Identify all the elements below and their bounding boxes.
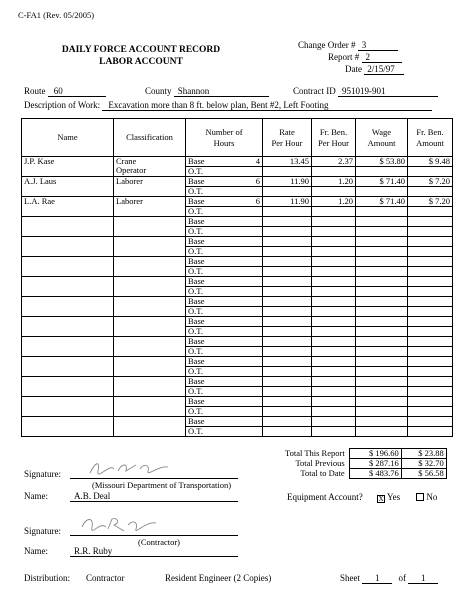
report-date: Date 2/15/97 (345, 64, 404, 75)
base-label: Base (186, 357, 233, 367)
rate-per-hour[interactable] (263, 397, 312, 407)
report-date-field[interactable]: 2/15/97 (364, 64, 404, 75)
wage-amount[interactable] (356, 337, 408, 347)
ot-rate[interactable] (263, 287, 312, 297)
ot-frben-amount[interactable] (408, 167, 453, 177)
ot-frben-amount[interactable] (408, 247, 453, 257)
worker-classification[interactable] (114, 357, 186, 377)
rate-per-hour[interactable] (263, 217, 312, 227)
equipment-yes-checkbox[interactable]: X (378, 495, 384, 503)
distribution-resident-engineer: Resident Engineer (2 Copies) (165, 573, 272, 583)
classification-line2: Operator (116, 165, 147, 175)
ot-label: O.T. (186, 427, 233, 437)
worker-classification[interactable] (114, 157, 186, 177)
rate-per-hour[interactable]: 11.90 (263, 177, 312, 187)
worker-name[interactable]: J.P. Kase (22, 157, 114, 177)
frben-amount[interactable] (408, 297, 453, 307)
ot-frben[interactable] (312, 407, 356, 417)
worker-classification[interactable] (114, 217, 186, 237)
rate-per-hour[interactable] (263, 337, 312, 347)
wage-amount[interactable] (356, 357, 408, 367)
table-row (22, 177, 453, 187)
wage-amount[interactable]: $ 71.40 (356, 197, 408, 207)
ot-frben-amount[interactable] (408, 307, 453, 317)
ot-frben-amount[interactable] (408, 267, 453, 277)
frben-amount[interactable] (408, 257, 453, 267)
ot-wage[interactable] (356, 307, 408, 317)
ot-label: O.T. (186, 287, 233, 297)
base-label: Base (186, 217, 233, 227)
col-name: Name (22, 119, 114, 157)
table-row (22, 337, 453, 347)
col-hours: Number of Hours (186, 119, 263, 157)
ot-hours[interactable] (233, 207, 263, 217)
worker-name[interactable] (22, 237, 114, 257)
ot-label: O.T. (186, 327, 233, 337)
frben-per-hour[interactable]: 2.37 (312, 157, 356, 167)
ot-wage[interactable] (356, 387, 408, 397)
ot-frben-amount[interactable] (408, 407, 453, 417)
worker-name[interactable]: A.J. Laus (22, 177, 114, 197)
classification-line1: Laborer (116, 196, 143, 206)
table-row (22, 417, 453, 427)
ot-label: O.T. (186, 407, 233, 417)
ot-rate[interactable] (263, 227, 312, 237)
modot-name-label: Name: (24, 491, 48, 501)
contractor-name-label: Name: (24, 546, 48, 556)
ot-label: O.T. (186, 307, 233, 317)
ot-hours[interactable] (233, 367, 263, 377)
frben-per-hour[interactable] (312, 277, 356, 287)
col-rate: Rate Per Hour (263, 119, 312, 157)
ot-wage[interactable] (356, 167, 408, 177)
worker-classification[interactable] (114, 377, 186, 397)
ot-frben[interactable] (312, 387, 356, 397)
ot-rate[interactable] (263, 327, 312, 337)
modot-signature-scribble (88, 459, 178, 477)
ot-rate[interactable] (263, 367, 312, 377)
form-title-line1: DAILY FORCE ACCOUNT RECORD (61, 45, 221, 55)
contractor-name-field[interactable]: R.R. Ruby (70, 546, 238, 557)
frben-per-hour[interactable]: 1.20 (312, 177, 356, 187)
frben-amount[interactable] (408, 237, 453, 247)
worker-name[interactable] (22, 397, 114, 417)
ot-wage[interactable] (356, 267, 408, 277)
base-hours[interactable] (233, 417, 263, 427)
ot-rate[interactable] (263, 407, 312, 417)
base-label: Base (186, 237, 233, 247)
modot-name-field[interactable]: A.B. Deal (70, 491, 238, 502)
base-label: Base (186, 397, 233, 407)
contractor-caption: (Contractor) (138, 537, 181, 547)
worker-classification[interactable] (114, 337, 186, 357)
total-previous-wage[interactable]: $ 287.16 (349, 459, 401, 469)
base-label: Base (186, 257, 233, 267)
ot-frben[interactable] (312, 167, 356, 177)
ot-label: O.T. (186, 247, 233, 257)
base-hours[interactable] (233, 337, 263, 347)
col-frben-amount: Fr. Ben. Amount (408, 119, 453, 157)
ot-hours[interactable] (233, 387, 263, 397)
ot-rate[interactable] (263, 347, 312, 357)
rate-per-hour[interactable] (263, 277, 312, 287)
base-label: Base (186, 177, 233, 187)
ot-wage[interactable] (356, 287, 408, 297)
ot-label: O.T. (186, 207, 233, 217)
frben-per-hour[interactable] (312, 397, 356, 407)
frben-amount[interactable] (408, 357, 453, 367)
ot-hours[interactable] (233, 287, 263, 297)
worker-name[interactable] (22, 257, 114, 277)
worker-name[interactable] (22, 297, 114, 317)
ot-frben[interactable] (312, 187, 356, 197)
ot-frben[interactable] (312, 367, 356, 377)
ot-hours[interactable] (233, 327, 263, 337)
wage-amount[interactable] (356, 317, 408, 327)
frben-per-hour[interactable] (312, 217, 356, 227)
work-description: Description of Work: Excavation more than 8 ft. below plan, Bent #2, Left Footing (24, 100, 432, 111)
ot-rate[interactable] (263, 387, 312, 397)
rate-per-hour[interactable] (263, 377, 312, 387)
base-label: Base (186, 277, 233, 287)
frben-per-hour[interactable] (312, 257, 356, 267)
ot-label: O.T. (186, 387, 233, 397)
modot-signature-label: Signature: (24, 469, 61, 479)
ot-hours[interactable] (233, 187, 263, 197)
col-frben-rate: Fr. Ben. Per Hour (312, 119, 356, 157)
base-label: Base (186, 317, 233, 327)
ot-hours[interactable] (233, 167, 263, 177)
base-hours[interactable] (233, 357, 263, 367)
change-order: Change Order # 3 (298, 40, 398, 51)
ot-frben-amount[interactable] (408, 227, 453, 237)
ot-frben-amount[interactable] (408, 327, 453, 337)
worker-classification[interactable] (114, 257, 186, 277)
ot-frben[interactable] (312, 327, 356, 337)
labor-table (21, 118, 453, 437)
worker-classification[interactable] (114, 417, 186, 437)
contract-id: Contract ID 951019-901 (293, 86, 438, 97)
frben-amount[interactable] (408, 317, 453, 327)
frben-per-hour[interactable] (312, 417, 356, 427)
base-label: Base (186, 197, 233, 207)
base-label: Base (186, 337, 233, 347)
ot-hours[interactable] (233, 267, 263, 277)
base-hours[interactable] (233, 397, 263, 407)
equipment-no-checkbox[interactable] (416, 493, 424, 501)
ot-frben[interactable] (312, 287, 356, 297)
ot-wage[interactable] (356, 187, 408, 197)
wage-amount[interactable]: $ 53.80 (356, 157, 408, 167)
ot-label: O.T. (186, 187, 233, 197)
ot-frben[interactable] (312, 267, 356, 277)
ot-frben-amount[interactable] (408, 347, 453, 357)
worker-name[interactable] (22, 417, 114, 437)
ot-hours[interactable] (233, 407, 263, 417)
base-label: Base (186, 377, 233, 387)
ot-wage[interactable] (356, 347, 408, 357)
ot-frben-amount[interactable] (408, 387, 453, 397)
frben-per-hour[interactable] (312, 297, 356, 307)
worker-classification[interactable] (114, 297, 186, 317)
frben-per-hour[interactable] (312, 357, 356, 367)
ot-hours[interactable] (233, 427, 263, 437)
table-row (22, 257, 453, 267)
rate-per-hour[interactable] (263, 297, 312, 307)
wage-amount[interactable] (356, 237, 408, 247)
table-header-row (22, 119, 453, 157)
frben-amount[interactable] (408, 397, 453, 407)
frben-per-hour[interactable]: 1.20 (312, 197, 356, 207)
ot-hours[interactable] (233, 247, 263, 257)
ot-rate[interactable] (263, 427, 312, 437)
total-previous-row: Total Previous $ 287.16 $ 32.70 (283, 459, 446, 469)
table-row (22, 217, 453, 227)
frben-per-hour[interactable] (312, 377, 356, 387)
frben-amount[interactable] (408, 417, 453, 427)
worker-classification[interactable] (114, 317, 186, 337)
ot-frben[interactable] (312, 427, 356, 437)
modot-caption: (Missouri Department of Transportation) (92, 480, 232, 490)
ot-wage[interactable] (356, 427, 408, 437)
table-row (22, 357, 453, 367)
rate-per-hour[interactable]: 13.45 (263, 157, 312, 167)
ot-wage[interactable] (356, 367, 408, 377)
worker-classification[interactable] (114, 177, 186, 197)
report-number: Report # 2 (328, 52, 402, 63)
table-row (22, 197, 453, 207)
table-row (22, 297, 453, 307)
col-classification: Classification (114, 119, 186, 157)
wage-amount[interactable] (356, 217, 408, 227)
rate-per-hour[interactable] (263, 237, 312, 247)
frben-amount[interactable]: $ 9.48 (408, 157, 453, 167)
rate-per-hour[interactable] (263, 257, 312, 267)
wage-amount[interactable] (356, 297, 408, 307)
rate-per-hour[interactable] (263, 317, 312, 327)
ot-frben[interactable] (312, 307, 356, 317)
base-hours[interactable] (233, 277, 263, 287)
ot-frben[interactable] (312, 247, 356, 257)
ot-frben[interactable] (312, 347, 356, 357)
worker-classification[interactable] (114, 277, 186, 297)
frben-amount[interactable]: $ 7.20 (408, 177, 453, 187)
rate-per-hour[interactable] (263, 357, 312, 367)
ot-rate[interactable] (263, 207, 312, 217)
base-hours[interactable]: 6 (233, 197, 263, 207)
county-field[interactable]: Shannon (174, 86, 269, 97)
ot-frben-amount[interactable] (408, 427, 453, 437)
county: County Shannon (145, 86, 269, 97)
total-to-date-wage[interactable]: $ 483.76 (349, 469, 401, 479)
ot-wage[interactable] (356, 407, 408, 417)
form-id: C-FA1 (Rev. 05/2005) (18, 10, 95, 20)
ot-rate[interactable] (263, 187, 312, 197)
form-title (46, 44, 236, 68)
work-description-field[interactable]: Excavation more than 8 ft. below plan, Bent #2, Left Footing (102, 100, 432, 111)
total-previous-frben[interactable]: $ 32.70 (401, 459, 446, 469)
worker-classification[interactable] (114, 237, 186, 257)
ot-wage[interactable] (356, 207, 408, 217)
total-this-report-frben[interactable]: $ 23.88 (401, 449, 446, 459)
wage-amount[interactable] (356, 397, 408, 407)
form-title-line2: LABOR ACCOUNT (99, 57, 183, 67)
ot-rate[interactable] (263, 167, 312, 177)
base-hours[interactable] (233, 377, 263, 387)
ot-label: O.T. (186, 367, 233, 377)
route-field[interactable]: 60 (48, 86, 106, 97)
worker-name[interactable] (22, 277, 114, 297)
worker-classification[interactable] (114, 397, 186, 417)
distribution-label: Distribution: (24, 573, 71, 583)
base-hours[interactable] (233, 257, 263, 267)
ot-frben[interactable] (312, 207, 356, 217)
total-this-report-wage[interactable]: $ 196.60 (349, 449, 401, 459)
worker-name[interactable] (22, 357, 114, 377)
table-row (22, 237, 453, 247)
wage-amount[interactable]: $ 71.40 (356, 177, 408, 187)
classification-line1: Crane (116, 156, 137, 166)
total-to-date-row: Total to Date $ 483.76 $ 56.58 (283, 469, 446, 479)
ot-rate[interactable] (263, 267, 312, 277)
change-order-field[interactable]: 3 (358, 40, 398, 51)
ot-label: O.T. (186, 347, 233, 357)
distribution-contractor: Contractor (86, 573, 125, 583)
ot-frben-amount[interactable] (408, 187, 453, 197)
classification-line1: Laborer (116, 176, 143, 186)
base-label: Base (186, 157, 233, 167)
contract-id-field[interactable]: 951019-901 (338, 86, 438, 97)
base-label: Base (186, 297, 233, 307)
frben-amount[interactable] (408, 337, 453, 347)
contractor-signature-label: Signature: (24, 526, 61, 536)
ot-frben-amount[interactable] (408, 207, 453, 217)
worker-classification[interactable] (114, 197, 186, 217)
ot-label: O.T. (186, 167, 233, 177)
ot-label: O.T. (186, 267, 233, 277)
totals-table (283, 448, 447, 479)
ot-frben-amount[interactable] (408, 367, 453, 377)
table-row (22, 277, 453, 287)
route: Route 60 (24, 86, 106, 97)
base-hours[interactable] (233, 237, 263, 247)
worker-name[interactable] (22, 337, 114, 357)
worker-name[interactable] (22, 377, 114, 397)
ot-frben-amount[interactable] (408, 287, 453, 297)
base-hours[interactable]: 4 (233, 157, 263, 167)
base-hours[interactable] (233, 317, 263, 327)
wage-amount[interactable] (356, 257, 408, 267)
rate-per-hour[interactable] (263, 417, 312, 427)
wage-amount[interactable] (356, 377, 408, 387)
base-hours[interactable] (233, 297, 263, 307)
frben-per-hour[interactable] (312, 237, 356, 247)
report-number-field[interactable]: 2 (362, 52, 402, 63)
frben-per-hour[interactable] (312, 317, 356, 327)
frben-amount[interactable]: $ 7.20 (408, 197, 453, 207)
base-hours[interactable]: 6 (233, 177, 263, 187)
ot-hours[interactable] (233, 347, 263, 357)
modot-signature-line (70, 478, 238, 479)
table-row (22, 157, 453, 167)
base-hours[interactable] (233, 217, 263, 227)
frben-per-hour[interactable] (312, 337, 356, 347)
ot-rate[interactable] (263, 307, 312, 317)
ot-hours[interactable] (233, 307, 263, 317)
table-row (22, 377, 453, 387)
ot-frben[interactable] (312, 227, 356, 237)
table-row (22, 397, 453, 407)
frben-amount[interactable] (408, 277, 453, 287)
equipment-account: Equipment Account? X Yes No (287, 492, 438, 503)
ot-label: O.T. (186, 227, 233, 237)
rate-per-hour[interactable]: 11.90 (263, 197, 312, 207)
ot-hours[interactable] (233, 227, 263, 237)
worker-name[interactable] (22, 217, 114, 237)
ot-rate[interactable] (263, 247, 312, 257)
wage-amount[interactable] (356, 277, 408, 287)
sheet-of-field[interactable]: 1 (408, 573, 438, 584)
ot-wage[interactable] (356, 247, 408, 257)
contractor-signature-line (70, 535, 238, 536)
ot-wage[interactable] (356, 227, 408, 237)
ot-wage[interactable] (356, 327, 408, 337)
base-label: Base (186, 417, 233, 427)
col-wage: Wage Amount (356, 119, 408, 157)
sheet-number: Sheet 1 of 1 (340, 573, 438, 584)
frben-amount[interactable] (408, 217, 453, 227)
worker-name[interactable]: L.A. Rae (22, 197, 114, 217)
table-row (22, 317, 453, 327)
total-this-report-row: Total This Report $ 196.60 $ 23.88 (283, 449, 446, 459)
sheet-field[interactable]: 1 (362, 573, 392, 584)
frben-amount[interactable] (408, 377, 453, 387)
wage-amount[interactable] (356, 417, 408, 427)
total-to-date-frben[interactable]: $ 56.58 (401, 469, 446, 479)
worker-name[interactable] (22, 317, 114, 337)
contractor-signature-scribble (80, 515, 160, 535)
